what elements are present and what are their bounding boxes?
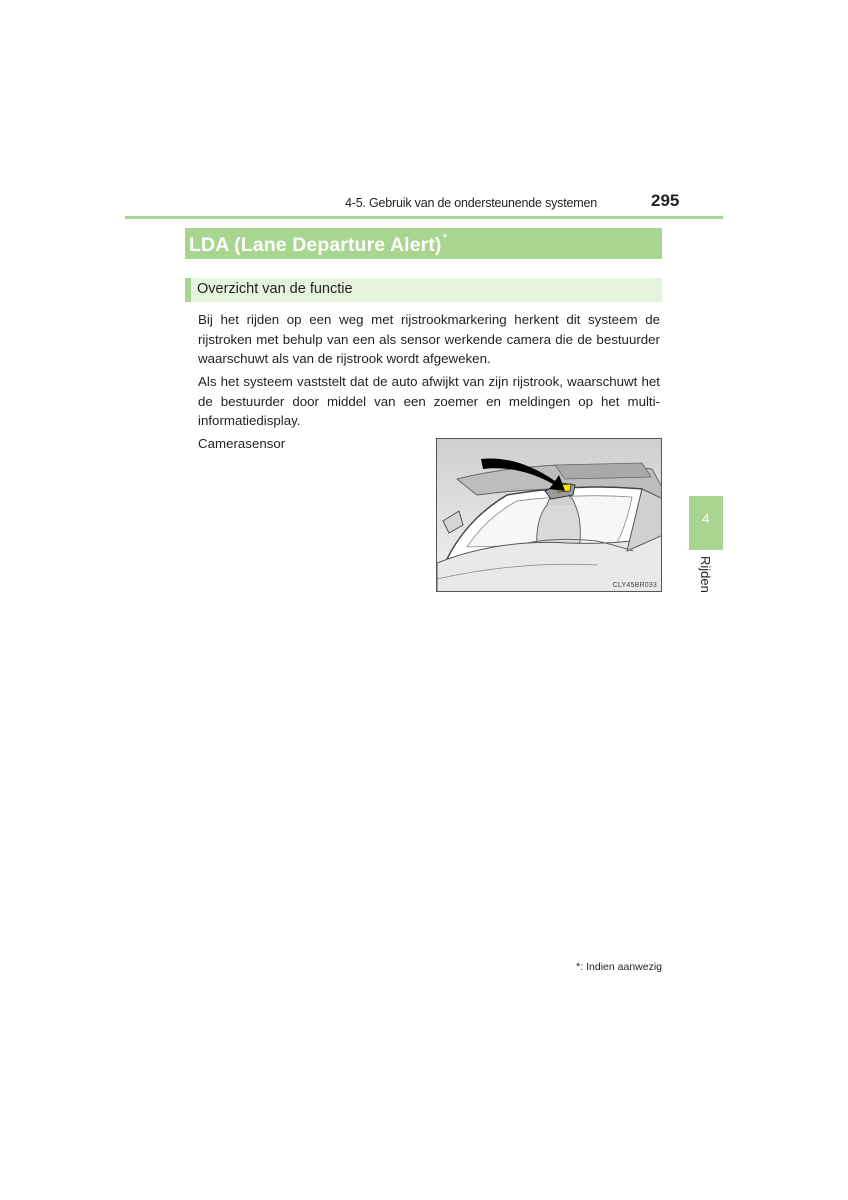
asterisk-icon: * [442, 231, 448, 245]
footnote-text: : Indien aanwezig [580, 961, 663, 973]
section-title-text: LDA (Lane Departure Alert) [189, 234, 442, 256]
footnote-asterisk-icon: * [576, 961, 581, 973]
subheading-text: Overzicht van de functie [197, 281, 353, 297]
camera-sensor-illustration [436, 438, 662, 592]
section-title [189, 231, 447, 257]
section-title-bar [185, 228, 662, 259]
chapter-number: 4 [702, 511, 710, 526]
body-paragraph-1: Bij het rijden op een weg met rijstrookmarkering herkent dit systeem de rijstroken met behulp van een als sensor werkende camera die de bestuurder waarschuwt als van de rijstrook wordt afgeweken. [198, 312, 660, 367]
footnote [576, 961, 662, 973]
figure-code: CLY45BR033 [612, 582, 657, 589]
body-paragraph-2: Als het systeem vaststelt dat de auto afwijkt van zijn rijstrook, waarschuwt het de bestuurder door middel van een zoemer en meldingen op het multi-informatiedisplay. [198, 374, 660, 429]
header-rule [125, 216, 723, 219]
page-number: 295 [651, 191, 680, 210]
chapter-label: Rijden [698, 556, 713, 593]
chapter-tab [689, 496, 723, 550]
figure-label: Camerasensor [198, 436, 286, 451]
car-windshield-drawing [437, 439, 662, 592]
subheading-accent [185, 278, 191, 302]
running-header-section: 4-5. Gebruik van de ondersteunende systemen [345, 196, 597, 210]
subheading-bar [185, 278, 662, 302]
